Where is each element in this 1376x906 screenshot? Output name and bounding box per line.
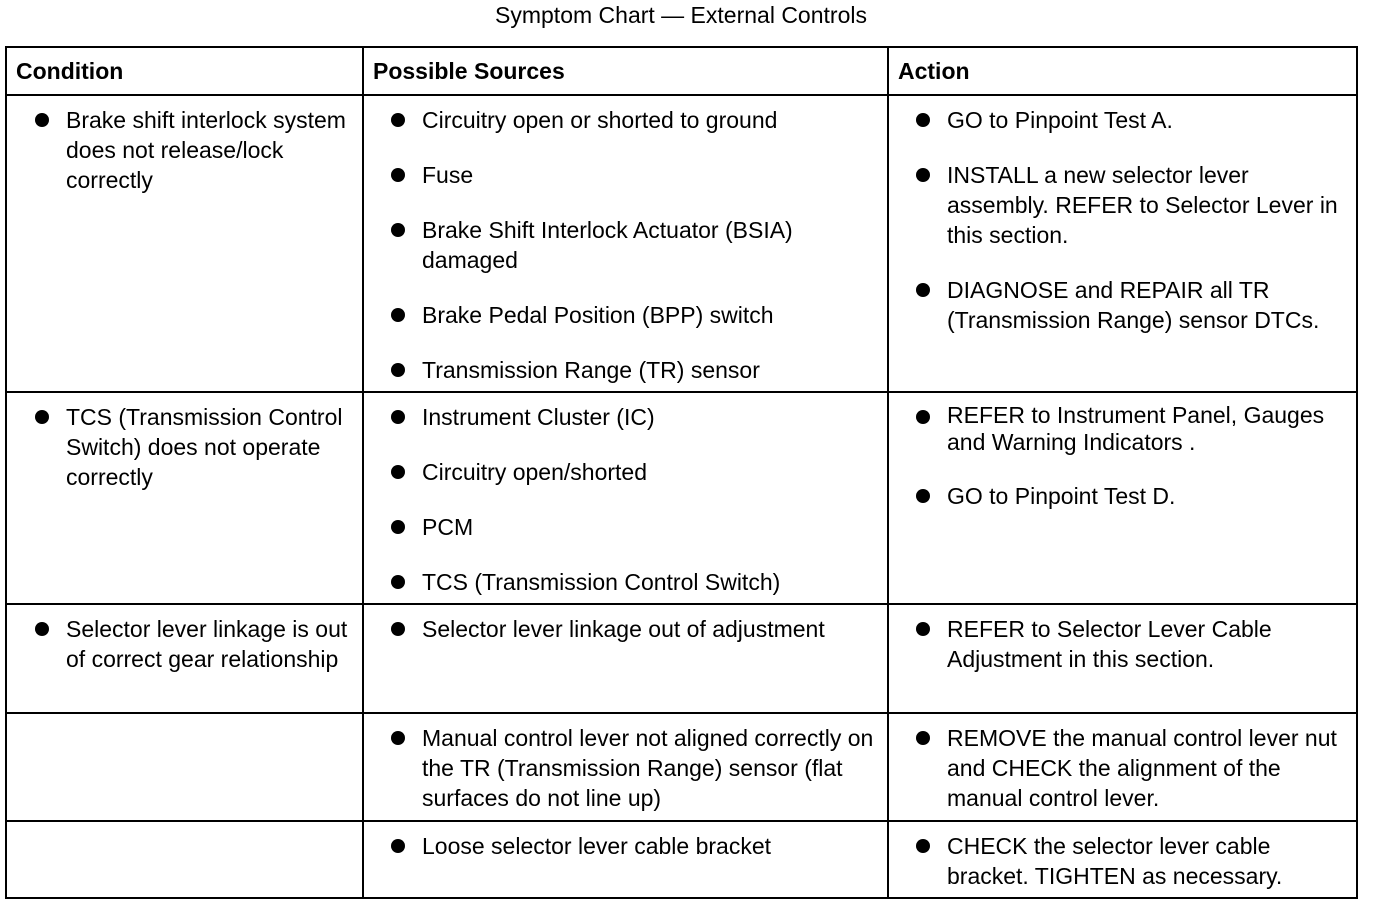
list-item: [364, 355, 887, 385]
bullet-icon: [391, 731, 405, 745]
bullet-icon: [391, 363, 405, 377]
condition-cell: [6, 821, 363, 898]
list-item: [364, 215, 887, 275]
bullet-icon: [35, 622, 49, 636]
bullet-icon: [916, 489, 930, 503]
sources-cell: [363, 713, 888, 821]
source-text: Manual control lever not aligned correctly on the TR (Transmission Range) sensor (flat surfaces do not line up): [422, 725, 874, 811]
list-item: [889, 831, 1356, 891]
list-item: [364, 300, 887, 330]
list-item: [7, 402, 362, 492]
bullet-icon: [391, 839, 405, 853]
action-text: DIAGNOSE and REPAIR all TR (Transmission Range) sensor DTCs.: [947, 277, 1320, 333]
sources-cell: [363, 821, 888, 898]
bullet-icon: [35, 113, 49, 127]
list-item: [364, 512, 887, 542]
action-text: REFER to Instrument Panel, Gauges and Warning Indicators .: [947, 402, 1325, 455]
list-item: [364, 457, 887, 487]
bullet-icon: [916, 410, 930, 424]
action-text: GO to Pinpoint Test A.: [947, 107, 1173, 133]
bullet-icon: [35, 410, 49, 424]
list-item: [364, 402, 887, 432]
condition-cell: [6, 95, 363, 392]
list-item: [889, 402, 1356, 456]
condition-text: TCS (Transmission Control Switch) does not operate correctly: [66, 404, 343, 490]
sources-cell: [363, 95, 888, 392]
source-text: Instrument Cluster (IC): [422, 404, 655, 430]
sources-cell: [363, 392, 888, 604]
action-text: CHECK the selector lever cable bracket. TIGHTEN as necessary.: [947, 833, 1283, 889]
source-text: TCS (Transmission Control Switch): [422, 569, 781, 595]
action-text: INSTALL a new selector lever assembly. REFER to Selector Lever in this section.: [947, 162, 1338, 248]
list-item: [364, 614, 887, 644]
bullet-icon: [916, 113, 930, 127]
list-item: [7, 614, 362, 674]
symptom-chart-table: [5, 46, 1358, 899]
header-row: [6, 47, 1357, 95]
condition-text: Selector lever linkage is out of correct gear relationship: [66, 616, 348, 672]
source-text: Brake Pedal Position (BPP) switch: [422, 302, 774, 328]
source-text: Circuitry open or shorted to ground: [422, 107, 778, 133]
bullet-icon: [916, 283, 930, 297]
action-header: Action: [888, 47, 1357, 95]
table-row: [6, 392, 1357, 604]
bullet-icon: [391, 622, 405, 636]
condition-text: Brake shift interlock system does not release/lock correctly: [66, 107, 346, 193]
list-item: [889, 275, 1356, 335]
bullet-icon: [391, 465, 405, 479]
possible-sources-header: Possible Sources: [363, 47, 888, 95]
action-cell: [888, 604, 1357, 713]
list-item: [889, 614, 1356, 674]
table-row: [6, 821, 1357, 898]
list-item: [889, 160, 1356, 250]
action-text: REMOVE the manual control lever nut and CHECK the alignment of the manual control lever.: [947, 725, 1337, 811]
condition-header: Condition: [6, 47, 363, 95]
bullet-icon: [391, 223, 405, 237]
condition-cell: [6, 604, 363, 713]
sources-cell: [363, 604, 888, 713]
bullet-icon: [391, 410, 405, 424]
page-title: Symptom Chart — External Controls: [495, 2, 867, 28]
list-item: [364, 567, 887, 597]
action-cell: [888, 95, 1357, 392]
source-text: Loose selector lever cable bracket: [422, 833, 772, 859]
table-row: [6, 713, 1357, 821]
list-item: [364, 160, 887, 190]
bullet-icon: [391, 520, 405, 534]
action-text: GO to Pinpoint Test D.: [947, 483, 1176, 509]
action-cell: [888, 821, 1357, 898]
action-cell: [888, 713, 1357, 821]
bullet-icon: [391, 308, 405, 322]
list-item: [889, 481, 1356, 511]
source-text: Circuitry open/shorted: [422, 459, 647, 485]
bullet-icon: [916, 731, 930, 745]
source-text: Selector lever linkage out of adjustment: [422, 616, 825, 642]
bullet-icon: [916, 168, 930, 182]
source-text: Fuse: [422, 162, 474, 188]
bullet-icon: [916, 839, 930, 853]
list-item: [364, 723, 887, 813]
table-row: [6, 95, 1357, 392]
list-item: [364, 831, 887, 861]
action-cell: [888, 392, 1357, 604]
condition-cell: [6, 392, 363, 604]
bullet-icon: [391, 575, 405, 589]
list-item: [889, 723, 1356, 813]
action-text: REFER to Selector Lever Cable Adjustment in this section.: [947, 616, 1272, 672]
source-text: Brake Shift Interlock Actuator (BSIA) damaged: [422, 217, 793, 273]
bullet-icon: [391, 168, 405, 182]
source-text: Transmission Range (TR) sensor: [422, 357, 760, 383]
table-row: [6, 604, 1357, 713]
source-text: PCM: [422, 514, 474, 540]
bullet-icon: [916, 622, 930, 636]
condition-cell: [6, 713, 363, 821]
bullet-icon: [391, 113, 405, 127]
list-item: [889, 105, 1356, 135]
list-item: [7, 105, 362, 195]
list-item: [364, 105, 887, 135]
